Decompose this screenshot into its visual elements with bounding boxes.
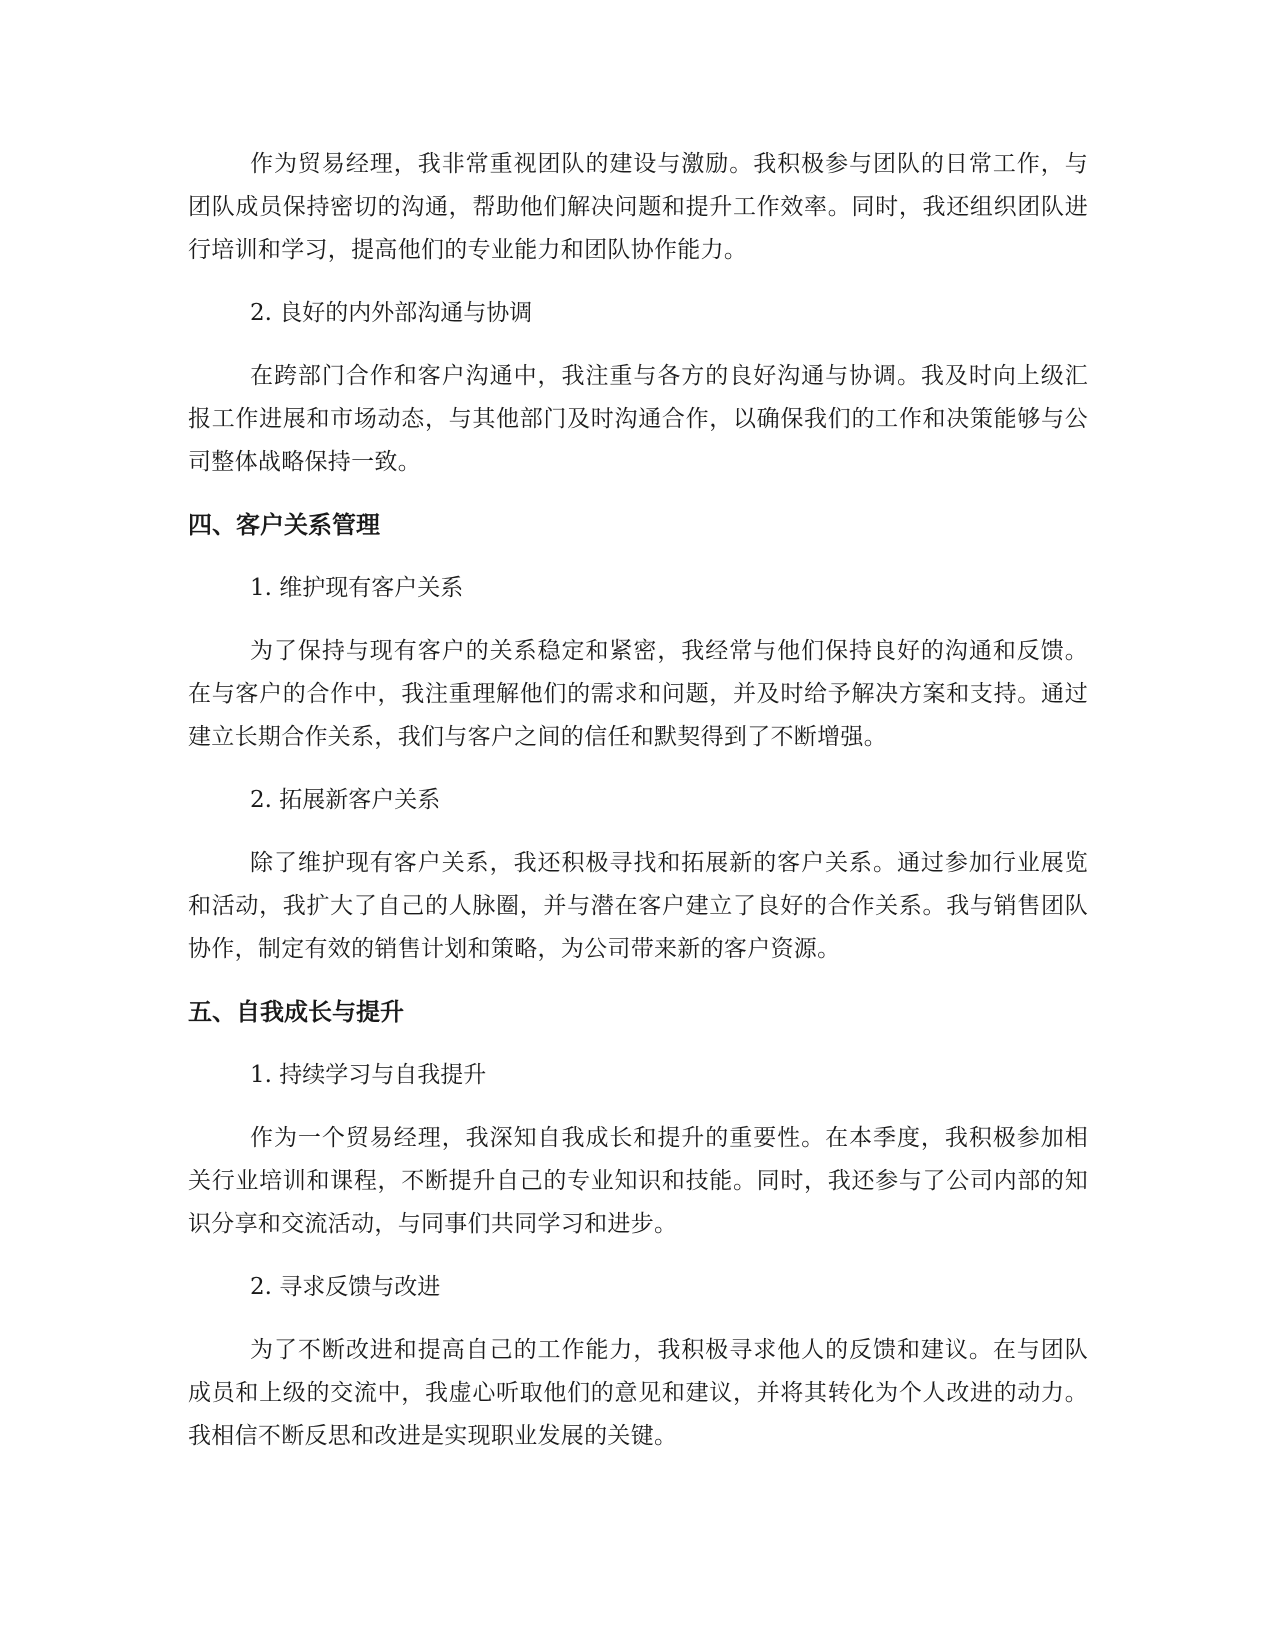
section-heading-customer-relations: 四、客户关系管理: [188, 511, 380, 539]
paragraph-communication: 在跨部门合作和客户沟通中，我注重与各方的良好沟通与协调。我及时向上级汇报工作进展和市场动态，与其他部门及时沟通合作，以确保我们的工作和决策能够与公司整体战略保持一致。: [188, 363, 1088, 475]
paragraph-feedback: 为了不断改进和提高自己的工作能力，我积极寻求他人的反馈和建议。在与团队成员和上级的交流中，我虚心听取他们的意见和建议，并将其转化为个人改进的动力。我相信不断反思和改进是实现职业发展的关键。: [188, 1337, 1088, 1449]
document-page: [188, 143, 1088, 1478]
subheading-maintain-customers: 1. 维护现有客户关系: [250, 575, 464, 601]
subheading-feedback: 2. 寻求反馈与改进: [250, 1274, 441, 1300]
paragraph-new-customers: 除了维护现有客户关系，我还积极寻找和拓展新的客户关系。通过参加行业展览和活动，我扩大了自己的人脉圈，并与潜在客户建立了良好的合作关系。我与销售团队协作，制定有效的销售计划和策略，为公司带来新的客户资源。: [188, 850, 1088, 962]
subheading-continuous-learning: 1. 持续学习与自我提升: [250, 1062, 487, 1088]
subheading-new-customers: 2. 拓展新客户关系: [250, 787, 441, 813]
paragraph-continuous-learning: 作为一个贸易经理，我深知自我成长和提升的重要性。在本季度，我积极参加相关行业培训和课程，不断提升自己的专业知识和技能。同时，我还参与了公司内部的知识分享和交流活动，与同事们共同学习和进步。: [188, 1125, 1088, 1237]
subheading-communication: 2. 良好的内外部沟通与协调: [250, 300, 533, 326]
paragraph-maintain-customers: 为了保持与现有客户的关系稳定和紧密，我经常与他们保持良好的沟通和反馈。在与客户的合作中，我注重理解他们的需求和问题，并及时给予解决方案和支持。通过建立长期合作关系，我们与客户之间的信任和默契得到了不断增强。: [188, 638, 1088, 750]
section-heading-self-growth: 五、自我成长与提升: [188, 998, 404, 1026]
paragraph-team-building: 作为贸易经理，我非常重视团队的建设与激励。我积极参与团队的日常工作，与团队成员保持密切的沟通，帮助他们解决问题和提升工作效率。同时，我还组织团队进行培训和学习，提高他们的专业能力和团队协作能力。: [188, 151, 1088, 263]
